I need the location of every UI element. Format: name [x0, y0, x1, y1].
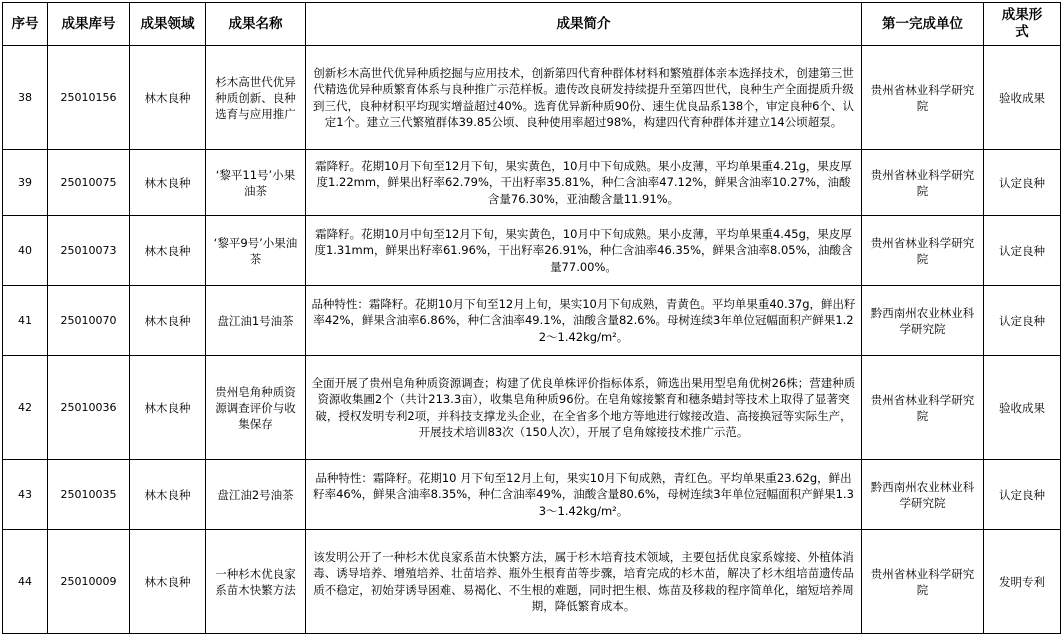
cell-intro: 创新杉木高世代优异种质挖掘与应用技术，创新第四代育种群体材料和繁殖群体亲本选择技术，创建第三世代精选优异种质繁育体系与良种推广示范样板。遗传改良研发持续提升至第四世代，良种生产全面提质升级到三代，良种材积平均现实增益超过40%。选育优异新种质90份、速生优良品系138个，审定良种6个、认定1个。建立三代繁殖群体39.85公顷、良种使用率超过98%，构建四代育种群体并建立14公顷超泵。	[306, 46, 862, 150]
cell-lib-no: 25010073	[48, 216, 130, 286]
cell-form: 认定良种	[984, 150, 1061, 216]
cell-intro: 全面开展了贵州皂角种质资源调查；构建了优良单株评价指标体系，筛选出果用型皂角优树26株；营建种质资源收集圃2个（共计213.3亩），收集皂角种质96份。在皂角嫁接繁育和穗条蜡封等技术上取得了显著突破，授权发明专利2项，并科技支撑龙头企业，在全省多个地方等地进行嫁接改造、高接换冠等实际生产，开展技术培训83次（150人次），开展了皂角嫁接技术推广示范。	[306, 356, 862, 460]
cell-name: 杉木高世代优异种质创新、良种选育与应用推广	[206, 46, 306, 150]
cell-name: 一种杉木优良家系苗木快繁方法	[206, 530, 306, 634]
cell-seq: 43	[3, 460, 48, 530]
cell-lib-no: 25010070	[48, 286, 130, 356]
cell-seq: 44	[3, 530, 48, 634]
cell-intro: 品种特性：霜降籽。花期10 月下旬至12月上旬，果实10月下旬成熟，青红色。平均单果重23.62g，鲜出籽率46%，鲜果含油率8.35%，种仁含油率49%，油酸含量80.6%，母树连续3年单位冠幅面积产鲜果1.33～1.42kg/m²。	[306, 460, 862, 530]
cell-unit: 贵州省林业科学研究院	[862, 46, 984, 150]
cell-seq: 42	[3, 356, 48, 460]
header-row	[3, 3, 1061, 46]
cell-lib-no: 25010075	[48, 150, 130, 216]
cell-seq: 41	[3, 286, 48, 356]
cell-intro: 品种特性：霜降籽。花期10月下旬至12月上旬，果实10月下旬成熟，青黄色。平均单果重40.37g，鲜出籽率42%，鲜果含油率6.86%，种仁含油率49.1%，油酸含量82.6%。母树连续3年单位冠幅面积产鲜果1.22～1.42kg/m²。	[306, 286, 862, 356]
cell-name: 盘江油1号油茶	[206, 286, 306, 356]
cell-field: 林木良种	[130, 46, 206, 150]
table-row	[3, 460, 1061, 530]
cell-unit: 黔西南州农业林业科学研究院	[862, 460, 984, 530]
header-name: 成果名称	[206, 3, 306, 46]
cell-name: ‘黎平9号’小果油茶	[206, 216, 306, 286]
cell-form: 发明专利	[984, 530, 1061, 634]
cell-field: 林木良种	[130, 150, 206, 216]
header-intro: 成果简介	[306, 3, 862, 46]
header-unit: 第一完成单位	[862, 3, 984, 46]
table-row	[3, 286, 1061, 356]
cell-field: 林木良种	[130, 216, 206, 286]
cell-field: 林木良种	[130, 286, 206, 356]
cell-lib-no: 25010156	[48, 46, 130, 150]
cell-field: 林木良种	[130, 530, 206, 634]
cell-name: ‘黎平11号’小果油茶	[206, 150, 306, 216]
cell-unit: 贵州省林业科学研究院	[862, 150, 984, 216]
cell-seq: 39	[3, 150, 48, 216]
cell-form: 认定良种	[984, 460, 1061, 530]
table-row	[3, 150, 1061, 216]
results-table	[2, 2, 1061, 634]
cell-form: 认定良种	[984, 286, 1061, 356]
cell-lib-no: 25010009	[48, 530, 130, 634]
cell-form: 验收成果	[984, 46, 1061, 150]
cell-form: 验收成果	[984, 356, 1061, 460]
table-row	[3, 46, 1061, 150]
cell-lib-no: 25010036	[48, 356, 130, 460]
header-form: 成果形式	[984, 3, 1061, 46]
cell-intro: 该发明公开了一种杉木优良家系苗木快繁方法，属于杉木培育技术领域，主要包括优良家系嫁接、外植体消毒、诱导培养、增殖培养、壮苗培养、瓶外生根育苗等步骤，培育完成的杉木苗，解决了杉木组培苗遗传品质不稳定，初始芽诱导困难、易褐化、不生根的难题，同时把生根、炼苗及移栽的程序简单化，缩短培养周期，降低繁育成本。	[306, 530, 862, 634]
cell-field: 林木良种	[130, 460, 206, 530]
cell-intro: 霜降籽。花期10月中旬至12月下旬，果实黄色，10月中下旬成熟。果小皮薄，平均单果重4.45g，果皮厚度1.31mm，鲜果出籽率61.96%，干出籽率26.91%，种仁含油率46.35%，鲜果含油率8.05%，油酸含量77.00%。	[306, 216, 862, 286]
cell-name: 盘江油2号油茶	[206, 460, 306, 530]
cell-form: 认定良种	[984, 216, 1061, 286]
cell-name: 贵州皂角种质资源调查评价与收集保存	[206, 356, 306, 460]
cell-unit: 贵州省林业科学研究院	[862, 530, 984, 634]
cell-seq: 40	[3, 216, 48, 286]
cell-intro: 霜降籽。花期10月下旬至12月下旬，果实黄色，10月中下旬成熟。果小皮薄，平均单果重4.21g，果皮厚度1.22mm，鲜果出籽率62.79%，干出籽率35.81%，种仁含油率47.12%，鲜果含油率10.27%，油酸含量76.30%，亚油酸含量11.91%。	[306, 150, 862, 216]
cell-field: 林木良种	[130, 356, 206, 460]
table-row	[3, 356, 1061, 460]
cell-unit: 黔西南州农业林业科学研究院	[862, 286, 984, 356]
header-seq: 序号	[3, 3, 48, 46]
cell-unit: 贵州省林业科学研究院	[862, 216, 984, 286]
cell-unit: 贵州省林业科学研究院	[862, 356, 984, 460]
table-row	[3, 216, 1061, 286]
cell-seq: 38	[3, 46, 48, 150]
table-row	[3, 530, 1061, 634]
cell-lib-no: 25010035	[48, 460, 130, 530]
header-lib-no: 成果库号	[48, 3, 130, 46]
header-field: 成果领域	[130, 3, 206, 46]
